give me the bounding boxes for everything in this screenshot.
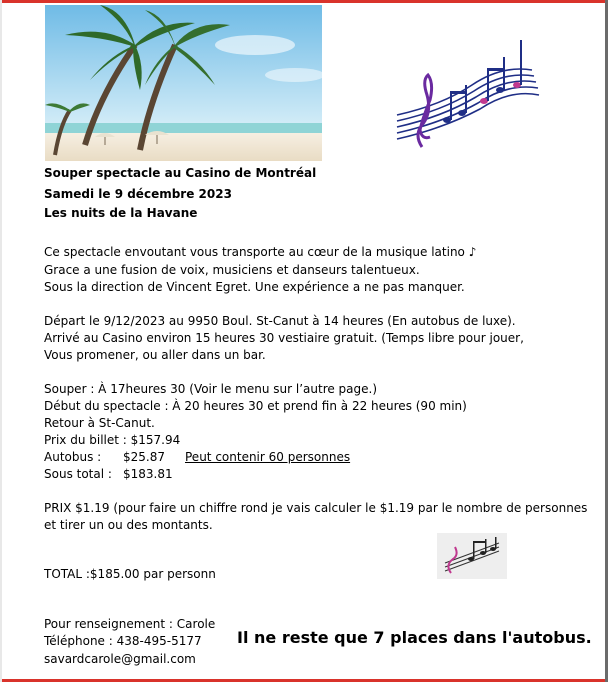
contact-name: Pour renseignement : Carole (44, 617, 216, 631)
price-subtotal-label: Sous total : (44, 467, 112, 481)
price-subtotal-value: $183.81 (123, 467, 173, 481)
small-music-notes-image (437, 533, 507, 579)
schedule-souper: Souper : À 17heures 30 (Voir le menu sur l’autre page.) (44, 382, 378, 396)
music-notes-image (392, 35, 540, 155)
contact-phone: Téléphone : 438-495-5177 (44, 634, 202, 648)
intro-line-1: Ce spectacle envoutant vous transporte au cœur de la musique latino ♪ (44, 245, 477, 259)
bus-capacity-note: Peut contenir 60 personnes (185, 450, 351, 464)
heading-show-name: Les nuits de la Havane (44, 206, 198, 220)
departure-line-3: Vous promener, ou aller dans un bar. (44, 348, 266, 362)
frame-left-border (0, 0, 2, 682)
departure-line-2: Arrivé au Casino environ 15 heures 30 vestiaire gratuit. (Temps libre pour jouer, (44, 331, 524, 345)
intro-line-2: Grace a une fusion de voix, musiciens et danseurs talentueux. (44, 263, 420, 277)
remaining-places-notice: Il ne reste que 7 places dans l'autobus. (237, 628, 592, 647)
price-bus-value: $25.87 (123, 450, 165, 464)
price-bus-label: Autobus : (44, 450, 102, 464)
total-price: TOTAL :$185.00 par personn (44, 567, 216, 581)
heading-title: Souper spectacle au Casino de Montréal (44, 166, 317, 180)
heading-date: Samedi le 9 décembre 2023 (44, 187, 232, 201)
prix-note-line-2: et tirer un ou des montants. (44, 518, 213, 532)
beach-palm-trees-image (45, 5, 322, 161)
frame-top-border (0, 0, 608, 3)
schedule-debut: Début du spectacle : À 20 heures 30 et prend fin à 22 heures (90 min) (44, 399, 467, 413)
departure-line-1: Départ le 9/12/2023 au 9950 Boul. St-Canut à 14 heures (En autobus de luxe). (44, 314, 516, 328)
schedule-retour: Retour à St-Canut. (44, 416, 155, 430)
price-ticket: Prix du billet : $157.94 (44, 433, 181, 447)
intro-line-3: Sous la direction de Vincent Egret. Une expérience a ne pas manquer. (44, 280, 465, 294)
contact-email: savardcarole@gmail.com (44, 652, 196, 666)
prix-note-line-1: PRIX $1.19 (pour faire un chiffre rond je vais calculer le $1.19 par le nombre de personnes (44, 501, 588, 515)
